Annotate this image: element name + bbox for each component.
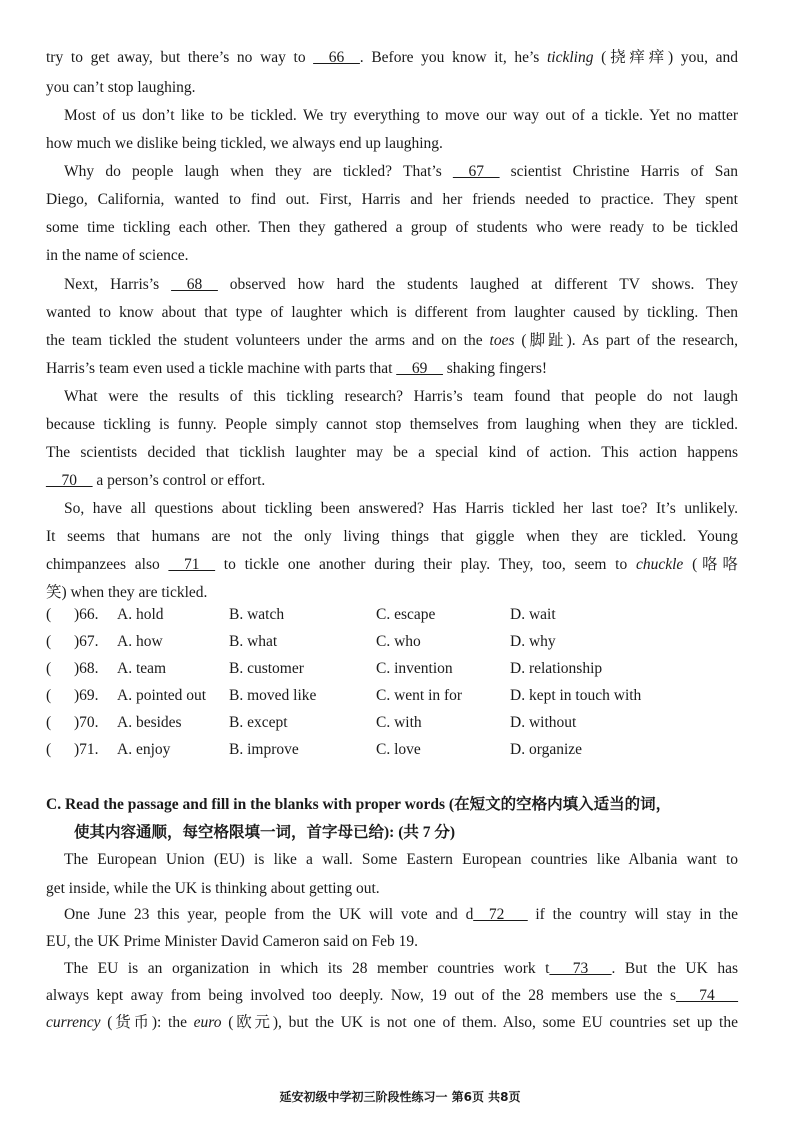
- option-d: D. why: [510, 633, 556, 650]
- option-d: D. without: [510, 714, 577, 731]
- passage-line: The scientists decided that ticklish laughter may be a special kind of action. This action happens: [46, 444, 738, 461]
- passage-line: Diego, California, wanted to find out. First, Harris and her friends needed to practice. They spent: [46, 191, 738, 208]
- option-d: D. organize: [510, 741, 583, 758]
- blank-68: __68__: [171, 276, 218, 293]
- passage-line: wanted to know about that type of laughter which is different from laughter caused by tickling. Then: [46, 304, 738, 321]
- option-c: C. love: [376, 741, 421, 758]
- option-d: D. relationship: [510, 660, 603, 677]
- passage-line: It seems that humans are not the only living things that giggle when they are tickled. Young: [46, 528, 738, 545]
- passage-line: So, have all questions about tickling been answered? Has Harris tickled her last toe? It’s unlikely.: [64, 500, 738, 517]
- passage-line: chimpanzees also __71__ to tickle one another during their play. They, too, seem to chuckle (咯咯: [46, 556, 739, 573]
- question-number: )71.: [74, 741, 99, 758]
- question-69-options: [46, 685, 746, 712]
- blank-67: __67__: [452, 163, 500, 180]
- passage-line: because tickling is funny. People simply cannot stop themselves from laughing when they are tickled.: [46, 416, 738, 433]
- option-c: C. who: [376, 633, 421, 650]
- question-number: )68.: [74, 660, 99, 677]
- blank-70: __70__: [46, 472, 93, 489]
- passage-line: Harris’s team even used a tickle machine with parts that __69__ shaking fingers!: [46, 360, 548, 377]
- question-number: )69.: [74, 687, 99, 704]
- option-c: C. went in for: [376, 687, 463, 704]
- answer-bracket[interactable]: (: [46, 687, 52, 704]
- passage-line: Most of us don’t like to be tickled. We try everything to move our way out of a tickle. Yet no matter: [64, 107, 738, 124]
- question-number: )66.: [74, 606, 99, 623]
- passage-line: 笑) when they are tickled.: [46, 584, 208, 601]
- answer-bracket[interactable]: (: [46, 741, 52, 758]
- question-67-options: [46, 631, 746, 658]
- answer-bracket[interactable]: (: [46, 660, 52, 677]
- option-a: A. team: [117, 660, 167, 677]
- question-number: )70.: [74, 714, 99, 731]
- page-footer: 延安初级中学初三阶段性练习一 第6页 共8页: [279, 1090, 521, 1104]
- option-b: B. except: [229, 714, 288, 731]
- section-c-instructions: 使其内容通顺，每空格限填一词，首字母已给): (共 7 分): [74, 824, 456, 841]
- blank-73: ___73___: [549, 960, 612, 977]
- passage-line: What were the results of this tickling research? Harris’s team found that people do not laugh: [64, 388, 738, 405]
- passage-line: The European Union (EU) is like a wall. Some Eastern European countries like Albania want to: [64, 851, 738, 868]
- option-c: C. escape: [376, 606, 436, 623]
- passage-line: __70__ a person’s control or effort.: [46, 472, 266, 489]
- passage-line: the team tickled the student volunteers under the arms and on the toes (脚趾). As part of the research,: [46, 332, 738, 349]
- blank-69: __69__: [396, 360, 443, 377]
- question-70-options: [46, 712, 746, 739]
- option-a: A. besides: [117, 714, 182, 731]
- passage-line: The EU is an organization in which its 28 member countries work t___73___. But the UK has: [64, 960, 738, 977]
- option-a: A. enjoy: [117, 741, 171, 758]
- option-b: B. watch: [229, 606, 285, 623]
- option-b: B. what: [229, 633, 278, 650]
- question-71-options: [46, 739, 746, 766]
- blank-71: __71__: [168, 556, 216, 573]
- option-c: C. invention: [376, 660, 453, 677]
- answer-bracket[interactable]: (: [46, 633, 52, 650]
- section-c-title: C. Read the passage and fill in the blanks with proper words (在短文的空格内填入适当的词，: [46, 796, 672, 813]
- passage-line: Next, Harris’s __68__ observed how hard the students laughed at different TV shows. They: [64, 276, 739, 293]
- passage-line: One June 23 this year, people from the UK will vote and d__72___ if the country will stay in the: [64, 906, 738, 923]
- passage-line: Why do people laugh when they are tickled? That’s __67__ scientist Christine Harris of San: [64, 163, 738, 180]
- passage-line: try to get away, but there’s no way to __66__. Before you know it, he’s tickling (挠痒痒) you, and: [46, 49, 738, 66]
- option-c: C. with: [376, 714, 422, 731]
- blank-66: __66__: [313, 49, 360, 66]
- question-66-options: [46, 604, 746, 631]
- question-68-options: [46, 658, 746, 685]
- passage-line: EU, the UK Prime Minister David Cameron said on Feb 19.: [46, 933, 418, 950]
- option-a: A. how: [117, 633, 163, 650]
- answer-bracket[interactable]: (: [46, 606, 52, 623]
- passage-line: you can’t stop laughing.: [46, 79, 196, 96]
- option-b: B. customer: [229, 660, 304, 677]
- passage-line: some time tickling each other. Then they gathered a group of students who were ready to be tickled: [46, 219, 738, 236]
- answer-bracket[interactable]: (: [46, 714, 52, 731]
- option-d: D. wait: [510, 606, 556, 623]
- blank-72: __72___: [473, 906, 528, 923]
- passage-line: currency (货币): the euro (欧元), but the UK is not one of them. Also, some EU countries set up the: [46, 1014, 738, 1031]
- passage-line: how much we dislike being tickled, we always end up laughing.: [46, 135, 443, 152]
- passage-line: in the name of science.: [46, 247, 189, 264]
- option-d: D. kept in touch with: [510, 687, 642, 704]
- passage-line: get inside, while the UK is thinking about getting out.: [46, 880, 380, 897]
- blank-74: ___74___: [676, 987, 738, 1004]
- option-a: A. hold: [117, 606, 164, 623]
- option-b: B. improve: [229, 741, 299, 758]
- option-a: A. pointed out: [117, 687, 207, 704]
- question-number: )67.: [74, 633, 99, 650]
- option-b: B. moved like: [229, 687, 317, 704]
- passage-line: always kept away from being involved too deeply. Now, 19 out of the 28 members use the s___74___: [46, 987, 738, 1004]
